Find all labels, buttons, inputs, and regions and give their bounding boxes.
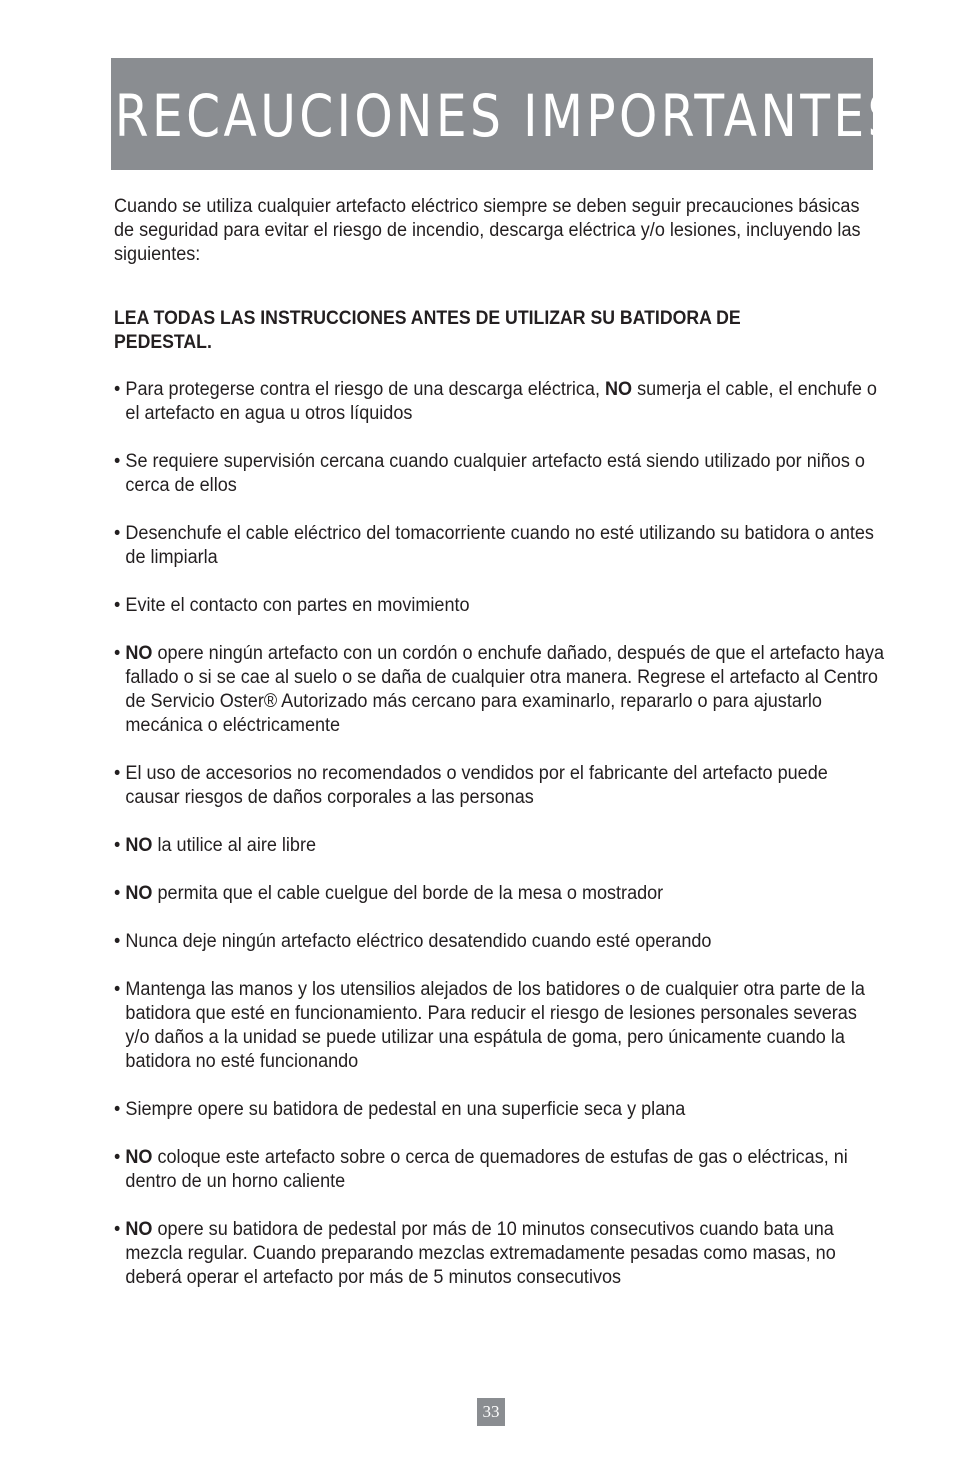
list-item: • Nunca deje ningún artefacto eléctrico desatendido cuando esté operando: [114, 931, 712, 952]
bullet-icon: •: [114, 979, 121, 1000]
intro-paragraph: Cuando se utiliza cualquier artefacto eléctrico siempre se deben seguir precauciones básicas de seguridad para evitar el riesgo de incendio, descarga eléctrica y/o lesiones, incluyendo las siguientes:: [114, 196, 861, 265]
bullet-icon: •: [114, 595, 121, 616]
page-title: PRECAUCIONES IMPORTANTES: [82, 82, 902, 150]
document-body: [114, 195, 884, 1314]
list-item: • Mantenga las manos y los utensilios alejados de los batidores o de cualquier otra parte de la batidora que esté en funcionamiento. Para reducir el riesgo de lesiones personales severas y/o daños a la unidad se puede utilizar una espátula de goma, pero únicamente cuando la batidora no esté funcionando: [114, 979, 865, 1072]
bullet-icon: •: [114, 643, 121, 664]
bullet-icon: •: [114, 1147, 121, 1168]
title-bar: [82, 58, 902, 170]
list-item: • Evite el contacto con partes en movimiento: [114, 595, 470, 616]
list-item: • NO permita que el cable cuelgue del borde de la mesa o mostrador: [114, 883, 664, 904]
bullet-icon: •: [114, 451, 121, 472]
instructions-heading: LEA TODAS LAS INSTRUCCIONES ANTES DE UTILIZAR SU BATIDORA DE PEDESTAL.: [114, 308, 741, 353]
precautions-list: [114, 378, 884, 1290]
list-item: • NO opere ningún artefacto con un cordón o enchufe dañado, después de que el artefacto haya fallado o si se cae al suelo o se daña de cualquier otra manera. Regrese el artefacto al Centro de Servicio Oster® Autorizado más cercano para examinarlo, repararlo o para ajustarlo mecánica o eléctricamente: [114, 643, 885, 736]
bullet-icon: •: [114, 1099, 121, 1120]
list-item: • Para protegerse contra el riesgo de una descarga eléctrica, NO sumerja el cable, el enchufe o el artefacto en agua u otros líquidos: [114, 379, 877, 424]
bullet-icon: •: [114, 763, 121, 784]
list-item: • NO la utilice al aire libre: [114, 835, 317, 856]
bullet-icon: •: [114, 1219, 121, 1240]
list-item: • NO opere su batidora de pedestal por más de 10 minutos consecutivos cuando bata una mezcla regular. Cuando preparando mezclas extremadamente pesadas como masas, no deberá operar el artefacto por más de 5 minutos consecutivos: [114, 1219, 836, 1288]
list-item: • Desenchufe el cable eléctrico del tomacorriente cuando no esté utilizando su batidora o antes de limpiarla: [114, 523, 874, 568]
list-item: • NO coloque este artefacto sobre o cerca de quemadores de estufas de gas o eléctricas, ni dentro de un horno caliente: [114, 1147, 848, 1192]
bullet-icon: •: [114, 379, 121, 400]
bullet-icon: •: [114, 931, 121, 952]
list-item: • Se requiere supervisión cercana cuando cualquier artefacto está siendo utilizado por niños o cerca de ellos: [114, 451, 865, 496]
list-item: • El uso de accesorios no recomendados o vendidos por el fabricante del artefacto puede causar riesgos de daños corporales a las personas: [114, 763, 828, 808]
bullet-icon: •: [114, 835, 121, 856]
bullet-icon: •: [114, 523, 121, 544]
list-item: • Siempre opere su batidora de pedestal en una superficie seca y plana: [114, 1099, 686, 1120]
bullet-icon: •: [114, 883, 121, 904]
page-number: 33: [477, 1398, 505, 1426]
